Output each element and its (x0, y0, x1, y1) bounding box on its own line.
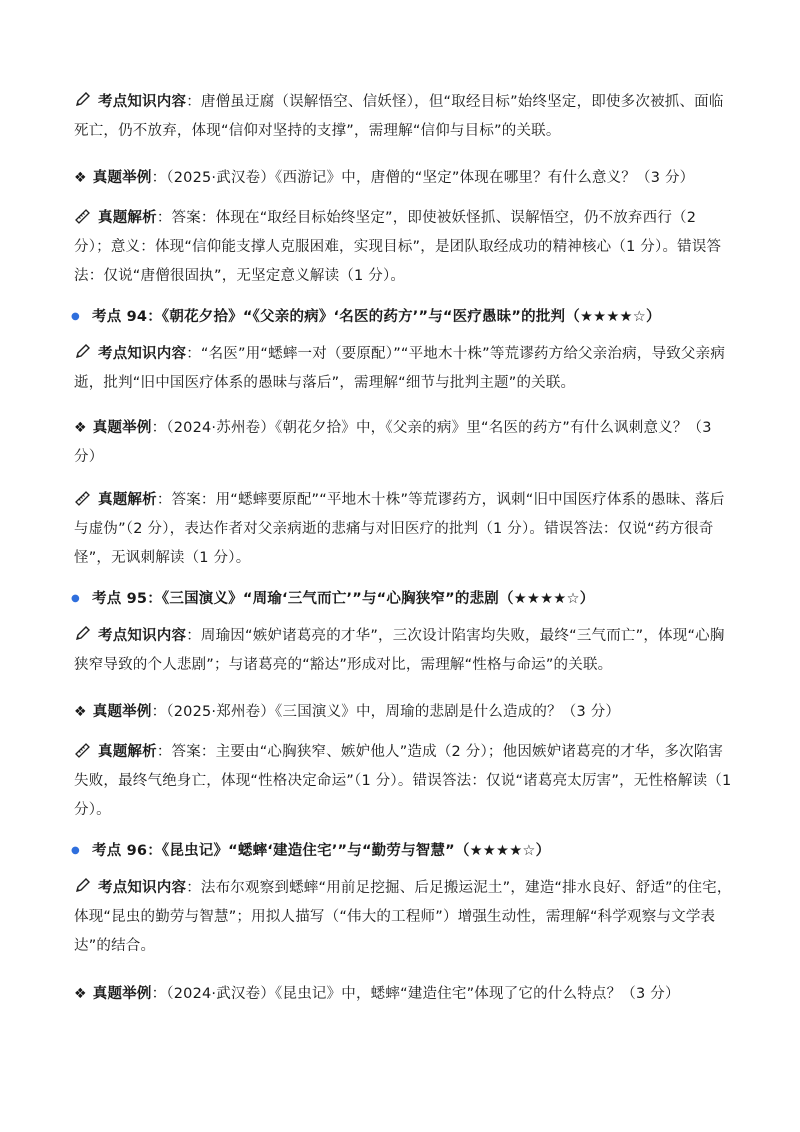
ruler-pencil-icon (74, 206, 92, 224)
analysis-text: ：答案：体现在“取经目标始终坚定”，即使被妖怪抓、误解悟空，仍不放弃西行（2 分）；意义：体现“信仰能支撑人克服困难，实现目标”，是团队取经成功的精神核心（1 分）。错误答法：仅说“唐僧很固执”，无坚定意义解读（1 分）。 (74, 210, 722, 284)
pencil-icon (74, 90, 92, 108)
example-text: ：（2025·郑州卷）《三国演义》中，周瑜的悲剧是什么造成的？（3 分） (151, 704, 621, 720)
heading-text: 考点 96：《昆虫记》“蟋蟀‘建造住宅’”与“勤劳与智慧”（★★★★☆） (92, 843, 551, 859)
knowledge-block (74, 622, 734, 680)
diamond-icon: ❖ (74, 704, 87, 720)
analysis-block (74, 738, 734, 825)
example-text: ：（2024·武汉卷）《昆虫记》中，蟋蟀“建造住宅”体现了它的什么特点？（3 分） (151, 986, 680, 1002)
heading-text: 考点 94：《朝花夕拾》“《父亲的病》‘名医的药方’”与“医疗愚昧”的批判（★★★★☆） (92, 309, 661, 325)
knowledge-label: 考点知识内容 (98, 628, 187, 644)
knowledge-text: ：法布尔观察到蟋蟀“用前足挖掘、后足搬运泥土”，建造“排水良好、舒适”的住宅，体现“昆虫的勤劳与智慧”；用拟人描写（“伟大的工程师”）增强生动性，需理解“科学观察与文学表达”的结合。 (74, 880, 732, 954)
knowledge-label: 考点知识内容 (98, 880, 187, 896)
ruler-pencil-icon (74, 740, 92, 758)
example-block (74, 698, 734, 727)
diamond-icon: ❖ (74, 420, 87, 436)
example-label: 真题举例 (92, 986, 152, 1002)
pencil-icon (74, 624, 92, 642)
analysis-text: ：答案：主要由“心胸狭窄、嫉妒他人”造成（2 分）；他因嫉妒诸葛亮的才华，多次陷害失败，最终气绝身亡，体现“性格决定命运”（1 分）。错误答法：仅说“诸葛亮太厉害”，无性格解读（1 分）。 (74, 744, 732, 818)
section-heading (71, 588, 754, 610)
example-block (74, 164, 734, 193)
knowledge-text: ：周瑜因“嫉妒诸葛亮的才华”，三次设计陷害均失败，最终“三气而亡”，体现“心胸狭窄导致的个人悲剧”；与诸葛亮的“豁达”形成对比，需理解“性格与命运”的关联。 (74, 628, 725, 673)
example-label: 真题举例 (92, 704, 152, 720)
example-text: ：（2025·武汉卷）《西游记》中，唐僧的“坚定”体现在哪里？有什么意义？（3 分） (151, 170, 695, 186)
example-block (74, 980, 734, 1009)
knowledge-block (74, 88, 734, 146)
knowledge-label: 考点知识内容 (98, 94, 187, 110)
example-block (74, 414, 734, 472)
analysis-label: 真题解析 (98, 744, 157, 760)
knowledge-text: ：“名医”用“蟋蟀一对（要原配）”“平地木十株”等荒谬药方给父亲治病，导致父亲病逝，批判“旧中国医疗体系的愚昧与落后”，需理解“细节与批判主题”的关联。 (74, 346, 726, 391)
knowledge-block (74, 874, 734, 961)
section-heading (71, 306, 754, 328)
example-label: 真题举例 (92, 170, 152, 186)
analysis-label: 真题解析 (98, 210, 157, 226)
example-label: 真题举例 (92, 420, 152, 436)
analysis-block (74, 486, 734, 573)
knowledge-label: 考点知识内容 (98, 346, 187, 362)
analysis-block (74, 204, 734, 291)
bullet-icon: ● (71, 311, 80, 322)
bullet-icon: ● (71, 845, 80, 856)
ruler-pencil-icon (74, 488, 92, 506)
pencil-icon (74, 876, 92, 894)
diamond-icon: ❖ (74, 170, 87, 186)
heading-text: 考点 95：《三国演义》“周瑜‘三气而亡’”与“心胸狭窄”的悲剧（★★★★☆） (92, 591, 595, 607)
knowledge-block (74, 340, 734, 398)
knowledge-text: ：唐僧虽迂腐（误解悟空、信妖怪），但“取经目标”始终坚定，即使多次被抓、面临死亡，仍不放弃，体现“信仰对坚持的支撑”，需理解“信仰与目标”的关联。 (74, 94, 724, 139)
analysis-text: ：答案：用“蟋蟀要原配”“平地木十株”等荒谬药方，讽刺“旧中国医疗体系的愚昧、落后与虚伪”（2 分），表达作者对父亲病逝的悲痛与对旧医疗的批判（1 分）。错误答法：仅说“药方很奇怪”，无讽刺解读（1 分）。 (74, 492, 725, 566)
section-heading (71, 840, 754, 862)
bullet-icon: ● (71, 593, 80, 604)
diamond-icon: ❖ (74, 986, 87, 1002)
analysis-label: 真题解析 (98, 492, 157, 508)
pencil-icon (74, 342, 92, 360)
example-text: ：（2024·苏州卷）《朝花夕拾》中，《父亲的病》里“名医的药方”有什么讽刺意义？（3 分） (74, 420, 712, 465)
